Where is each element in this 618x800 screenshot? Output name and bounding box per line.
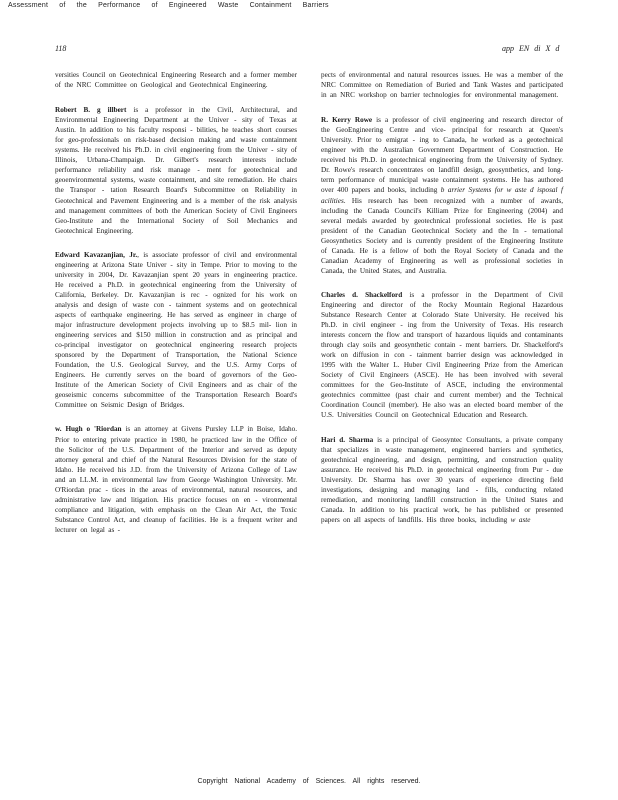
- continuation-paragraph: pects of environmental and natural resources issues. He was a member of the NRC Committee on Remediation of Buried and Tank Wastes and participated in an NRC workshop on barrier technologies for environmental management.: [321, 71, 563, 100]
- bio-name: R. Kerry Rowe: [321, 116, 373, 125]
- bio-name: Edward Kavazanjian, Jr.: [55, 250, 138, 259]
- bio-text-continued: . His research has been recognized with a number of awards, including the Canada Council's Killiam Prize for Engineering (2004) and several medals awarded by geotechnical professional societies. He is past president of the Canadian Geotechnical Society and the In - ternational Geosynthetics Society and is currently president of the Engineering Institute of Canada. He is a fellow of both the Royal Society of Canada and the Canadian Academy of Engineering as well as professional societies in Canada, the United States, and Australia.: [321, 196, 563, 275]
- bio-text: is a professor of civil engineering and research director of the GeoEngineering Centre and vice- principal for research at Queen's University. Prior to emigrat - ing to Canada, he worked as a geotechnical engineer with the Australian Government Department of Construction. He received his Ph.D. in geotechnical engineering from the University of Sydney. Dr. Rowe's research concentrates on landfill design, geosynthetics, and long-term performance of municipal waste containment systems. He has authored over 400 papers and books, including: [321, 116, 563, 195]
- left-column: [55, 70, 297, 549]
- bio-text: is a professor in the Civil, Architectural, and Environmental Engineering Department at the Univer - sity of Texas at Austin. In addition to his faculty responsi - bilities, he teaches short courses for geo-professionals on risk-based decision making and waste containment systems. He received his Ph.D. in civil engineering from the Univer - sity of Illinois, Urbana-Champaign. Dr. Gilbert's research interests include performance reliability and risk manage - ment for geotechnical and geoenvironmental systems, waste containment, and site remediation. He chairs the Transpor - tation Research Board's Subcommittee on Reliability in Geotechnical and Pavement Engineering and is a member of the risk analysis and management committees of both the American Society of Civil Engineers Geo-Institute and the International Society of Soil Mechanics and Geotechnical Engineering.: [55, 106, 297, 235]
- bio-sharma: [321, 435, 563, 525]
- right-column: [321, 70, 563, 539]
- bio-text: , is associate professor of civil and environmental engineering at Arizona State Univer - sity in Tempe. Prior to moving to the university in 2004, Dr. Kavazanjian spent 20 years in engineering practice. He received a Ph.D. in geotechnical engineering from the University of California, Berkeley. Dr. Kavazanjian is rec - ognized for his work on analysis and design of waste con - tainment systems and on geotechnical aspects of earthquake engineering. He has served as engineer in charge of major infrastructure development projects involving up to $8.5 mil- lion in engineering services and $150 million in construction and as principal and co-principal investigator on geotechnical engineering research projects sponsored by the Department of Transportation, the National Science Foundation, the U.S. Geological Survey, and the U.S. Army Corps of Engineers. He currently serves on the board of governors of the Geo- Institute of the American Society of Civil Engineers and as chair of the geoseismic concerns subcommittee of the Transportation Research Board's Committee on Seismic Design of Bridges.: [55, 250, 297, 410]
- appendix-label: app EN di X d: [502, 44, 560, 53]
- book-title: w aste: [510, 515, 531, 524]
- bio-text: is an attorney at Givens Pursley LLP in Boise, Idaho. Prior to entering private practice in 1980, he practiced law in the Office of the Solicitor of the U.S. Department of the Interior and served as deputy attorney general and chief of the Natural Resources Division for the state of Idaho. He received his J.D. from the University of Arizona College of Law and an LL.M. in environmental law from George Washington University. Mr. O'Riordan prac - tices in the areas of environmental, natural resources, and administrative law and litigation. His practice focuses on en - vironmental compliance and litigation, with emphasis on the Clean Air Act, the Toxic Substance Control Act, and cleanup of facilities. He is a frequent writer and lecturer on legal as -: [55, 425, 297, 534]
- page-number: 118: [55, 44, 67, 53]
- bio-text: is a professor in the Department of Civil Engineering and director of the Rocky Mountain Regional Hazardous Substance Research Center at Colorado State University. He received his Ph.D. in civil engineer - ing from the University of Texas. His research interests concern the flow and transport of hazardous liquids and contaminants through clay soils and geosynthetic contain - ment barriers. Dr. Shackelford's work on diffusion in con - tainment barrier design was acknowledged in 1995 with the Walter L. Huber Civil Engineering Prize from the American Society of Civil Engineers (ASCE). He has been involved with several committees for the Geo-Institute of ASCE, including the environmental geotechnics committee (past chair and current member) and the Technical Coordination Council (member). He also was an elected board member of the U.S. Universities Council on Geotechnical Education and Research.: [321, 290, 563, 420]
- bio-rowe: [321, 115, 563, 276]
- bio-kavazanjian: [55, 250, 297, 411]
- bio-gilbert: [55, 105, 297, 236]
- copyright-footer: Copyright National Academy of Sciences. All rights reserved.: [197, 778, 421, 785]
- book-title: b arrier Systems for w aste d isposal f acilities: [321, 186, 563, 205]
- bio-name: Hari d. Sharma: [321, 435, 374, 444]
- running-header: Assessment of the Performance of Engineered Waste Containment Barriers: [8, 2, 329, 9]
- bio-name: Charles d. Shackelford: [321, 290, 403, 299]
- bio-name: w. Hugh o 'Riordan: [55, 425, 122, 434]
- bio-name: Robert B. g illbert: [55, 106, 127, 115]
- bio-shackelford: [321, 290, 563, 421]
- bio-oriordan: [55, 424, 297, 535]
- continuation-paragraph: versities Council on Geotechnical Engineering Research and a former member of the NRC Committee on Geological and Geotechnical Engineering.: [55, 71, 297, 90]
- bio-text: is a principal of Geosyntec Consultants, a private company that specializes in waste management, engineered barriers and synthetics, geotechnical engineering, and design, permitting, and construction quality assurance. He received his Ph.D. in geotechnical engineering from Pur - due University. Dr. Sharma has over 30 years of experience directing field investigations, designing and managing land - fills, conducting related remediation, and monitoring landfill construction in the United States and Canada. In addition to his practical work, he has published or presented papers on all aspects of landfills. His three books, including: [321, 435, 563, 524]
